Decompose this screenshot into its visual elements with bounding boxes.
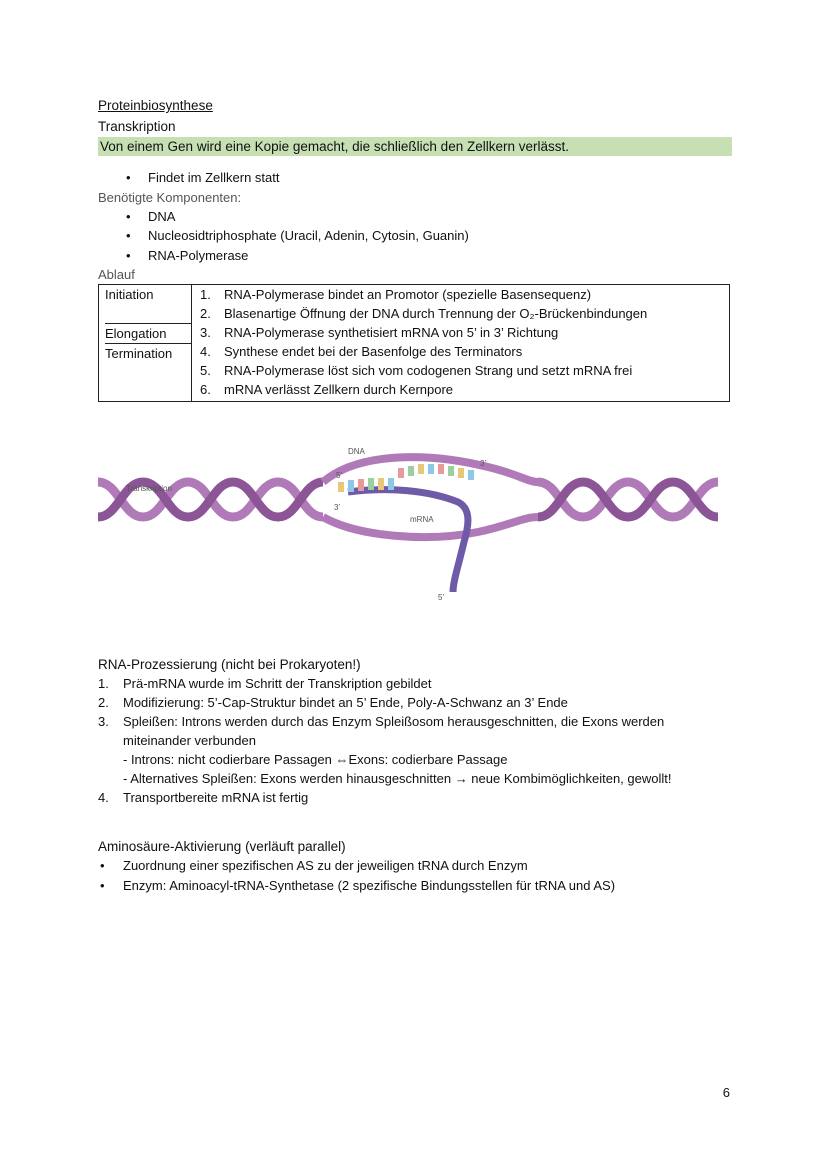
location-list <box>98 168 732 188</box>
steps-column <box>192 285 730 402</box>
list-item: 1. Prä-mRNA wurde im Schritt der Transkription gebildet <box>98 676 432 691</box>
dna-helix-right <box>538 482 718 517</box>
transcription-diagram <box>98 442 718 602</box>
phase-termination: Termination <box>105 346 173 361</box>
prozessierung-list <box>98 674 732 807</box>
ablauf-table <box>98 284 730 402</box>
table-row: 5. RNA-Polymerase löst sich vom codogenen Strang und setzt mRNA frei <box>200 363 633 378</box>
list-item: • Zuordnung einer spezifischen AS zu der jeweiligen tRNA durch Enzym <box>98 856 732 876</box>
label-transkription: Transkription <box>126 484 172 493</box>
section-heading-transkription: Transkription <box>98 119 176 134</box>
phase-initiation: Initiation <box>105 285 191 324</box>
components-list <box>98 207 732 266</box>
list-item: • DNA <box>126 207 732 227</box>
label-5-prime-bottom: 5’ <box>438 593 445 602</box>
label-5-prime-top: 5’ <box>336 471 343 480</box>
sub-point-introns: - Introns: nicht codierbare Passagen ⇔Exons: codierbare Passage <box>123 752 508 767</box>
list-item: • RNA-Polymerase <box>126 246 732 266</box>
label-mrna: mRNA <box>410 515 434 524</box>
table-row: 4. Synthese endet bei der Basenfolge des Terminators <box>200 344 523 359</box>
table-row: 1. RNA-Polymerase bindet an Promotor (spezielle Basensequenz) <box>200 287 592 302</box>
transcription-bubble <box>323 457 538 592</box>
page-number: 6 <box>722 1085 730 1100</box>
ablauf-label: Ablauf <box>98 267 135 282</box>
highlighted-definition: Von einem Gen wird eine Kopie gemacht, die schließlich den Zellkern verlässt. <box>98 137 732 156</box>
table-row: 6. mRNA verlässt Zellkern durch Kernpore <box>200 382 454 397</box>
label-dna: DNA <box>348 447 365 456</box>
list-item: 2. Modifizierung: 5’-Cap-Struktur bindet an 5’ Ende, Poly-A-Schwanz an 3’ Ende <box>98 695 568 710</box>
document-page <box>98 98 732 895</box>
list-item: 3. Spleißen: Introns werden durch das Enzym Spleißosom herausgeschnitten, die Exons werden miteinander verbunden - Introns: nicht codierbare Passagen ⇔Exons: codierbare Passage - Alternatives Spleißen: Exons werden hinausgeschnitten → neue Kombimöglichkeiten, gewollt! <box>98 712 732 788</box>
section-heading-aktivierung: Aminosäure-Aktivierung (verläuft parallel) <box>98 839 346 854</box>
list-item: • Findet im Zellkern statt <box>126 168 732 188</box>
components-label: Benötigte Komponenten: <box>98 189 242 205</box>
steps-list <box>192 285 729 399</box>
document-title: Proteinbiosynthese <box>98 98 213 113</box>
list-item: 4. Transportbereite mRNA ist fertig <box>98 790 309 805</box>
section-heading-prozessierung: RNA-Prozessierung (nicht bei Prokaryoten!) <box>98 657 361 672</box>
table-row: 3. RNA-Polymerase synthetisiert mRNA von 5’ in 3’ Richtung <box>200 325 559 340</box>
table-row: 2. Blasenartige Öffnung der DNA durch Trennung der O₂-Brückenbindungen <box>200 306 648 321</box>
phase-column <box>99 285 192 402</box>
list-item: • Enzym: Aminoacyl-tRNA-Synthetase (2 spezifische Bindungsstellen für tRNA und AS) <box>98 876 732 896</box>
list-item: • Nucleosidtriphosphate (Uracil, Adenin, Cytosin, Guanin) <box>126 226 732 246</box>
sub-point-alternatives-spleissen: - Alternatives Spleißen: Exons werden hinausgeschnitten → neue Kombimöglichkeiten, gewollt! <box>123 771 672 786</box>
phase-elongation: Elongation <box>105 324 191 344</box>
aktivierung-list <box>98 856 732 895</box>
label-3-prime-top: 3’ <box>480 459 487 468</box>
label-3-prime-mid: 3’ <box>334 503 341 512</box>
